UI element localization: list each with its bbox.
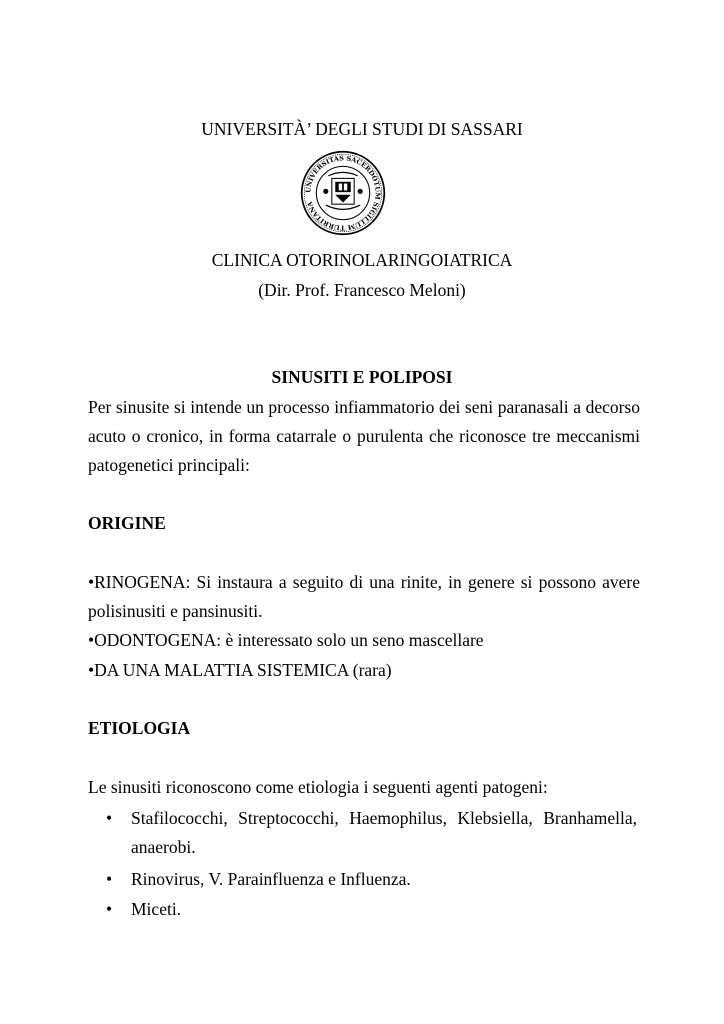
university-name: UNIVERSITÀ’ DEGLI STUDI DI SASSARI [201, 119, 523, 139]
etiologia-intro: Le sinusiti riconoscono come etiologia i seguenti agenti patogeni: [88, 777, 548, 797]
origine-item-rinogena-cont: polisinusiti e pansinusiti. [88, 601, 263, 621]
bullet-icon: • [106, 808, 113, 828]
list-item-text: Stafilococchi, Streptococchi, Haemophilus, Klebsiella, Branhamella, [131, 808, 637, 828]
origine-item-rinogena: •RINOGENA: Si instaura a seguito di una rinite, in genere si possono avere [88, 572, 640, 592]
seal-ring-text: UNIVERSITAS SACERDOTUM SIGILLUM TURRITANA [304, 154, 382, 232]
bullet-icon: • [106, 899, 113, 919]
list-item-text: Miceti. [131, 899, 182, 919]
intro-line-2: acuto o cronico, in forma catarrale o purulenta che riconosce tre meccanismi [88, 426, 640, 446]
director-name: (Dir. Prof. Francesco Meloni) [258, 280, 466, 300]
list-item-text: Rinovirus, V. Parainfluenza e Influenza. [131, 869, 411, 889]
intro-line-1: Per sinusite si intende un processo infiammatorio dei seni paranasali a decorso [88, 397, 640, 417]
clinic-name: CLINICA OTORINOLARINGOIATRICA [211, 250, 513, 270]
university-seal-icon [300, 150, 386, 236]
origine-item-odontogena: •ODONTOGENA: è interessato solo un seno mascellare [88, 630, 484, 650]
origine-heading: ORIGINE [88, 513, 166, 533]
list-item-text-cont: anaerobi. [131, 837, 196, 857]
origine-item-sistemica: •DA UNA MALATTIA SISTEMICA (rara) [88, 660, 392, 680]
intro-line-3: patogenetici principali: [88, 455, 250, 475]
document-title: SINUSITI E POLIPOSI [271, 367, 453, 387]
bullet-icon: • [106, 869, 113, 889]
etiologia-heading: ETIOLOGIA [88, 718, 191, 738]
